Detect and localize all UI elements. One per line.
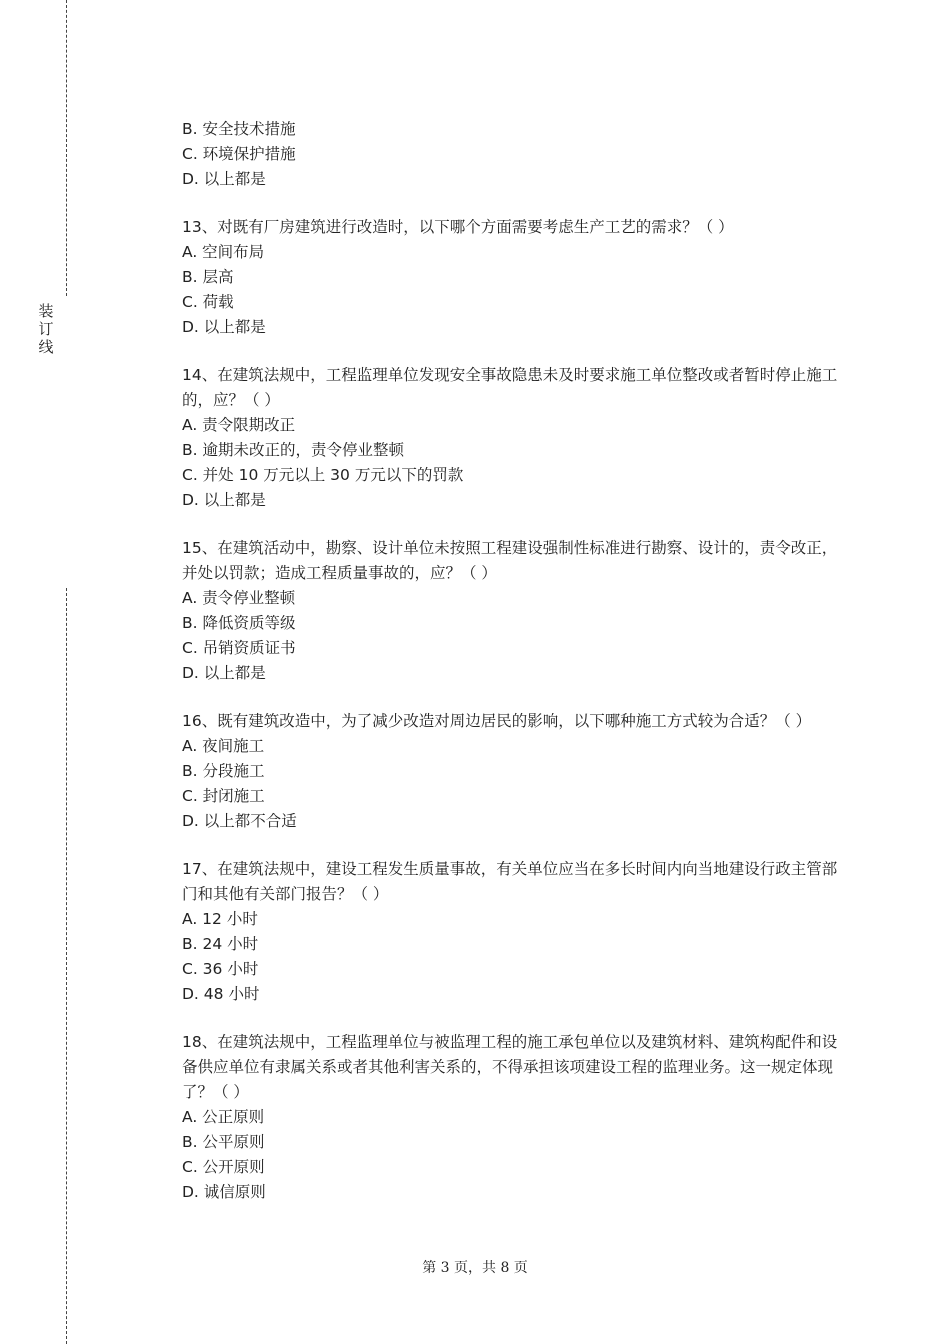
- option-a: A. 责令限期改正: [182, 416, 296, 434]
- leading-options: [182, 117, 842, 192]
- option-a: A. 责令停业整顿: [182, 589, 296, 607]
- option-a: A. 公正原则: [182, 1108, 265, 1126]
- option-b: B. 公平原则: [182, 1133, 265, 1151]
- option-b: B. 逾期未改正的，责令停业整顿: [182, 441, 404, 459]
- option-d: D. 48 小时: [182, 985, 260, 1003]
- page-number: 第 3 页，共 8 页: [422, 1260, 528, 1276]
- binding-char: 订: [38, 320, 54, 338]
- question-text: 13、对既有厂房建筑进行改造时，以下哪个方面需要考虑生产工艺的需求？（ ）: [182, 218, 734, 236]
- option-a: A. 12 小时: [182, 910, 258, 928]
- question-text: 15、在建筑活动中，勘察、设计单位未按照工程建设强制性标准进行勘察、设计的，责令改正，并处以罚款；造成工程质量事故的，应？（ ）: [182, 539, 838, 582]
- option-c: C. 荷载: [182, 293, 234, 311]
- option-d: D. 以上都是: [182, 491, 266, 509]
- question-15: [182, 536, 842, 686]
- option-b: B. 分段施工: [182, 762, 265, 780]
- binding-char: 线: [38, 338, 54, 356]
- question-14: [182, 363, 842, 513]
- question-text: 17、在建筑法规中，建设工程发生质量事故，有关单位应当在多长时间内向当地建设行政主管部门和其他有关部门报告？（ ）: [182, 860, 838, 903]
- option-d: D. 以上都不合适: [182, 812, 297, 830]
- binding-dashed-line-bottom: [66, 588, 67, 1344]
- question-16: [182, 709, 842, 834]
- binding-char: 装: [38, 302, 54, 320]
- question-content: [182, 117, 842, 1205]
- question-text: 14、在建筑法规中，工程监理单位发现安全事故隐患未及时要求施工单位整改或者暂时停止施工的，应？（ ）: [182, 366, 838, 409]
- option-c: C. 并处 10 万元以上 30 万元以下的罚款: [182, 466, 464, 484]
- question-18: [182, 1030, 842, 1205]
- option-a: A. 空间布局: [182, 243, 265, 261]
- option-c: C. 环境保护措施: [182, 145, 296, 163]
- option-a: A. 夜间施工: [182, 737, 265, 755]
- question-13: [182, 215, 842, 340]
- option-d: D. 以上都是: [182, 318, 266, 336]
- binding-label: [36, 302, 56, 356]
- question-text: 18、在建筑法规中，工程监理单位与被监理工程的施工承包单位以及建筑材料、建筑构配件和设备供应单位有隶属关系或者其他利害关系的，不得承担该项建设工程的监理业务。这一规定体现了？（ ）: [182, 1033, 838, 1101]
- question-text: 16、既有建筑改造中，为了减少改造对周边居民的影响，以下哪种施工方式较为合适？（ ）: [182, 712, 812, 730]
- option-c: C. 公开原则: [182, 1158, 265, 1176]
- option-b: B. 24 小时: [182, 935, 259, 953]
- option-c: C. 36 小时: [182, 960, 259, 978]
- binding-dashed-line-top: [66, 0, 67, 296]
- option-b: B. 安全技术措施: [182, 120, 296, 138]
- option-d: D. 以上都是: [182, 664, 266, 682]
- option-b: B. 降低资质等级: [182, 614, 296, 632]
- option-d: D. 诚信原则: [182, 1183, 266, 1201]
- question-17: [182, 857, 842, 1007]
- option-c: C. 吊销资质证书: [182, 639, 296, 657]
- option-c: C. 封闭施工: [182, 787, 265, 805]
- option-b: B. 层高: [182, 268, 234, 286]
- option-d: D. 以上都是: [182, 170, 266, 188]
